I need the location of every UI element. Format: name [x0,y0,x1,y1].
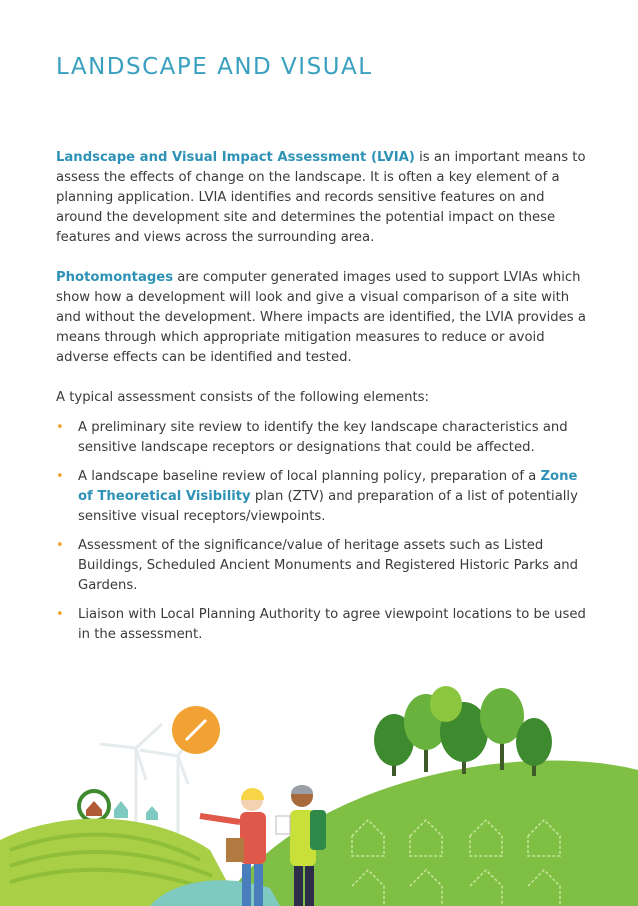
page-title: LANDSCAPE AND VISUAL [56,54,373,80]
list-item [56,536,594,596]
sun-icon [172,706,220,754]
bullet-icon: • [56,469,64,484]
photomontages-paragraph [56,268,594,368]
house-icon [79,791,158,821]
list-item [56,418,594,458]
body-content [56,148,594,654]
bullet-icon: • [56,538,64,553]
list-item [56,605,594,645]
bullet-icon: • [56,420,64,435]
lvia-term: Landscape and Visual Impact Assessment (LVIA) [56,150,415,165]
photomontages-term: Photomontages [56,270,174,285]
list-item-text: Assessment of the significance/value of heritage assets such as Listed Buildings, Scheduled Ancient Monuments and Registered Historic Parks and Gardens. [78,538,579,593]
ztv-term: Zone of Theoretical Visibility [78,469,578,504]
landscape-illustration [0,660,638,906]
list-item-text: Liaison with Local Planning Authority to agree viewpoint locations to be used in the assessment. [78,607,586,642]
photomontages-text: are computer generated images used to support LVIAs which show how a development will look and give a visual comparison of a site with and without the development. Where impacts are identified, the LVIA provides a means through which appropriate mitigation measures to reduce or avoid adverse effects can be identified and tested. [56,270,586,365]
lvia-text: is an important means to assess the effects of change on the landscape. It is often a key element of a planning application. LVIA identifies and records sensitive features on and around the development site and determines the potential impact on these features and views across the surrounding area. [56,150,586,245]
list-item-text: A landscape baseline review of local planning policy, preparation of a [78,469,541,484]
list-item-text: A preliminary site review to identify the key landscape characteristics and sensitive landscape receptors or designations that could be affected. [78,420,568,455]
list-item-text: plan (ZTV) and preparation of a list of potentially sensitive visual receptors/viewpoints. [78,489,578,524]
elements-list [56,418,594,645]
tree-icon [374,686,552,776]
lvia-paragraph [56,148,594,248]
bullet-icon: • [56,607,64,622]
elements-intro: A typical assessment consists of the following elements: [56,390,429,405]
list-item [56,467,594,527]
